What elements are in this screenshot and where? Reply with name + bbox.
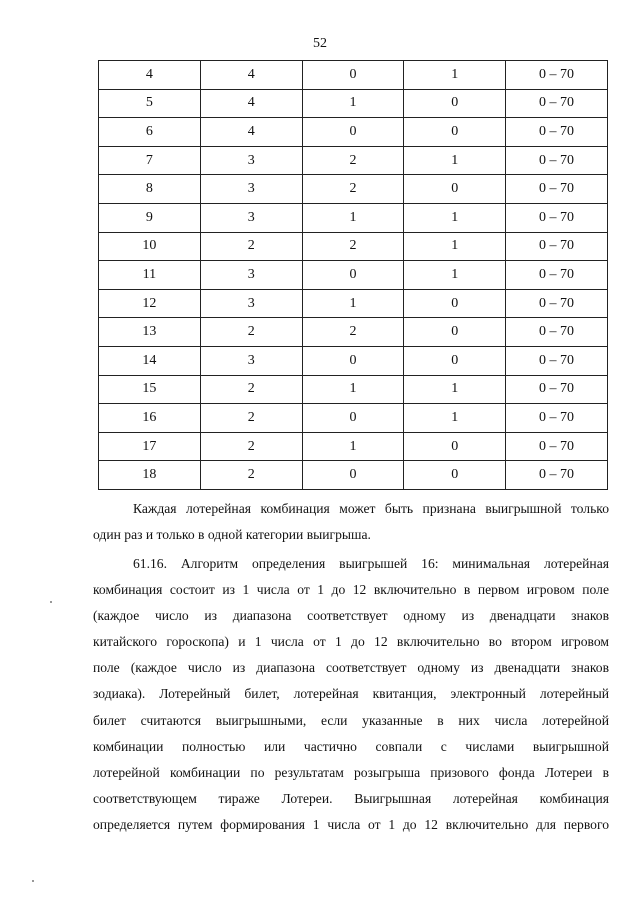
- table-row: [99, 175, 608, 204]
- winnings-table: [98, 60, 608, 490]
- text-line: комбинация состоит из 1 числа от 1 до 12 включительно в первом игровом поле: [93, 582, 609, 598]
- table-cell: 0 – 70: [506, 175, 608, 204]
- table-cell: 8: [99, 175, 201, 204]
- table-cell: 2: [200, 432, 302, 461]
- table-cell: 2: [302, 175, 404, 204]
- table-cell: 15: [99, 375, 201, 404]
- table-cell: 2: [200, 232, 302, 261]
- table-cell: 2: [200, 461, 302, 490]
- table-cell: 0 – 70: [506, 346, 608, 375]
- table-cell: 1: [404, 261, 506, 290]
- table-cell: 0: [404, 175, 506, 204]
- text-line: (каждое число из диапазона соответствует одному из двенадцати знаков: [93, 608, 609, 624]
- table-cell: 3: [200, 261, 302, 290]
- table-cell: 1: [302, 289, 404, 318]
- table-cell: 2: [200, 375, 302, 404]
- table-cell: 1: [302, 203, 404, 232]
- table-cell: 4: [200, 89, 302, 118]
- page-number: 52: [313, 36, 327, 51]
- table-row: [99, 404, 608, 433]
- paragraph-algorithm-16: [93, 551, 609, 838]
- table-cell: 3: [200, 289, 302, 318]
- table-cell: 14: [99, 346, 201, 375]
- table-cell: 1: [302, 375, 404, 404]
- table-row: [99, 89, 608, 118]
- winnings-table-body: [99, 61, 608, 490]
- table-cell: 0: [302, 346, 404, 375]
- table-cell: 0 – 70: [506, 261, 608, 290]
- table-cell: 9: [99, 203, 201, 232]
- table-cell: 3: [200, 146, 302, 175]
- table-cell: 1: [404, 232, 506, 261]
- table-cell: 6: [99, 118, 201, 147]
- table-cell: 4: [200, 61, 302, 90]
- table-cell: 17: [99, 432, 201, 461]
- table-cell: 1: [302, 89, 404, 118]
- table-cell: 0 – 70: [506, 432, 608, 461]
- table-row: [99, 118, 608, 147]
- table-cell: 0 – 70: [506, 375, 608, 404]
- text-line: поле (каждое число из диапазона соответствует одному из двенадцати знаков: [93, 660, 609, 676]
- table-cell: 7: [99, 146, 201, 175]
- text-line: определяется путем формирования 1 числа от 1 до 12 включительно для первого: [93, 816, 609, 832]
- table-cell: 0 – 70: [506, 118, 608, 147]
- table-cell: 0 – 70: [506, 318, 608, 347]
- table-row: [99, 232, 608, 261]
- text-line: зодиака). Лотерейный билет, лотерейная квитанция, электронный лотерейный: [93, 686, 609, 702]
- table-cell: 13: [99, 318, 201, 347]
- table-cell: 1: [404, 146, 506, 175]
- table-cell: 2: [200, 318, 302, 347]
- text-line: билет считаются выигрышными, если указанные в них числа лотерейной: [93, 712, 609, 728]
- table-row: [99, 146, 608, 175]
- table-row: [99, 318, 608, 347]
- table-cell: 0: [302, 404, 404, 433]
- text-line: один раз и только в одной категории выигрыша.: [93, 527, 371, 543]
- table-cell: 0: [404, 318, 506, 347]
- table-cell: 0: [302, 261, 404, 290]
- table-row: [99, 203, 608, 232]
- table-row: [99, 61, 608, 90]
- table-cell: 1: [404, 203, 506, 232]
- table-row: [99, 432, 608, 461]
- table-cell: 10: [99, 232, 201, 261]
- table-cell: 0: [404, 432, 506, 461]
- table-cell: 1: [404, 61, 506, 90]
- scan-speck: [50, 601, 52, 603]
- text-line: 61.16. Алгоритм определения выигрышей 16: минимальная лотерейная: [133, 556, 609, 571]
- table-cell: 0 – 70: [506, 89, 608, 118]
- table-cell: 0: [404, 118, 506, 147]
- table-cell: 3: [200, 175, 302, 204]
- text-line: лотерейной комбинации по результатам розыгрыша призового фонда Лотереи в: [93, 764, 609, 780]
- table-cell: 0: [302, 118, 404, 147]
- table-cell: 0 – 70: [506, 232, 608, 261]
- paragraph-single-win: [93, 496, 609, 548]
- table-cell: 2: [302, 146, 404, 175]
- text-line: Каждая лотерейная комбинация может быть признана выигрышной только: [133, 501, 609, 516]
- table-row: [99, 261, 608, 290]
- table-cell: 4: [99, 61, 201, 90]
- table-cell: 0: [302, 461, 404, 490]
- table-cell: 16: [99, 404, 201, 433]
- table-cell: 0: [302, 61, 404, 90]
- table-cell: 18: [99, 461, 201, 490]
- table-cell: 0 – 70: [506, 461, 608, 490]
- table-row: [99, 461, 608, 490]
- table-cell: 0 – 70: [506, 289, 608, 318]
- table-cell: 0: [404, 346, 506, 375]
- table-row: [99, 346, 608, 375]
- table-cell: 11: [99, 261, 201, 290]
- text-line: соответствующем тираже Лотереи. Выигрышная лотерейная комбинация: [93, 790, 609, 806]
- table-cell: 1: [404, 404, 506, 433]
- table-cell: 1: [404, 375, 506, 404]
- scan-speck: [32, 880, 34, 882]
- table-cell: 3: [200, 346, 302, 375]
- table-cell: 4: [200, 118, 302, 147]
- table-cell: 0: [404, 461, 506, 490]
- table-cell: 2: [302, 232, 404, 261]
- table-row: [99, 375, 608, 404]
- table-cell: 3: [200, 203, 302, 232]
- table-cell: 5: [99, 89, 201, 118]
- table-cell: 0 – 70: [506, 61, 608, 90]
- table-cell: 2: [200, 404, 302, 433]
- table-row: [99, 289, 608, 318]
- text-line: китайского гороскопа) и 1 числа от 1 до 12 включительно во втором игровом: [93, 634, 609, 650]
- table-cell: 0: [404, 289, 506, 318]
- table-cell: 12: [99, 289, 201, 318]
- table-cell: 0: [404, 89, 506, 118]
- table-cell: 1: [302, 432, 404, 461]
- table-cell: 2: [302, 318, 404, 347]
- table-cell: 0 – 70: [506, 203, 608, 232]
- table-cell: 0 – 70: [506, 146, 608, 175]
- table-cell: 0 – 70: [506, 404, 608, 433]
- text-line: комбинации полностью или частично совпали с числами выигрышной: [93, 738, 609, 754]
